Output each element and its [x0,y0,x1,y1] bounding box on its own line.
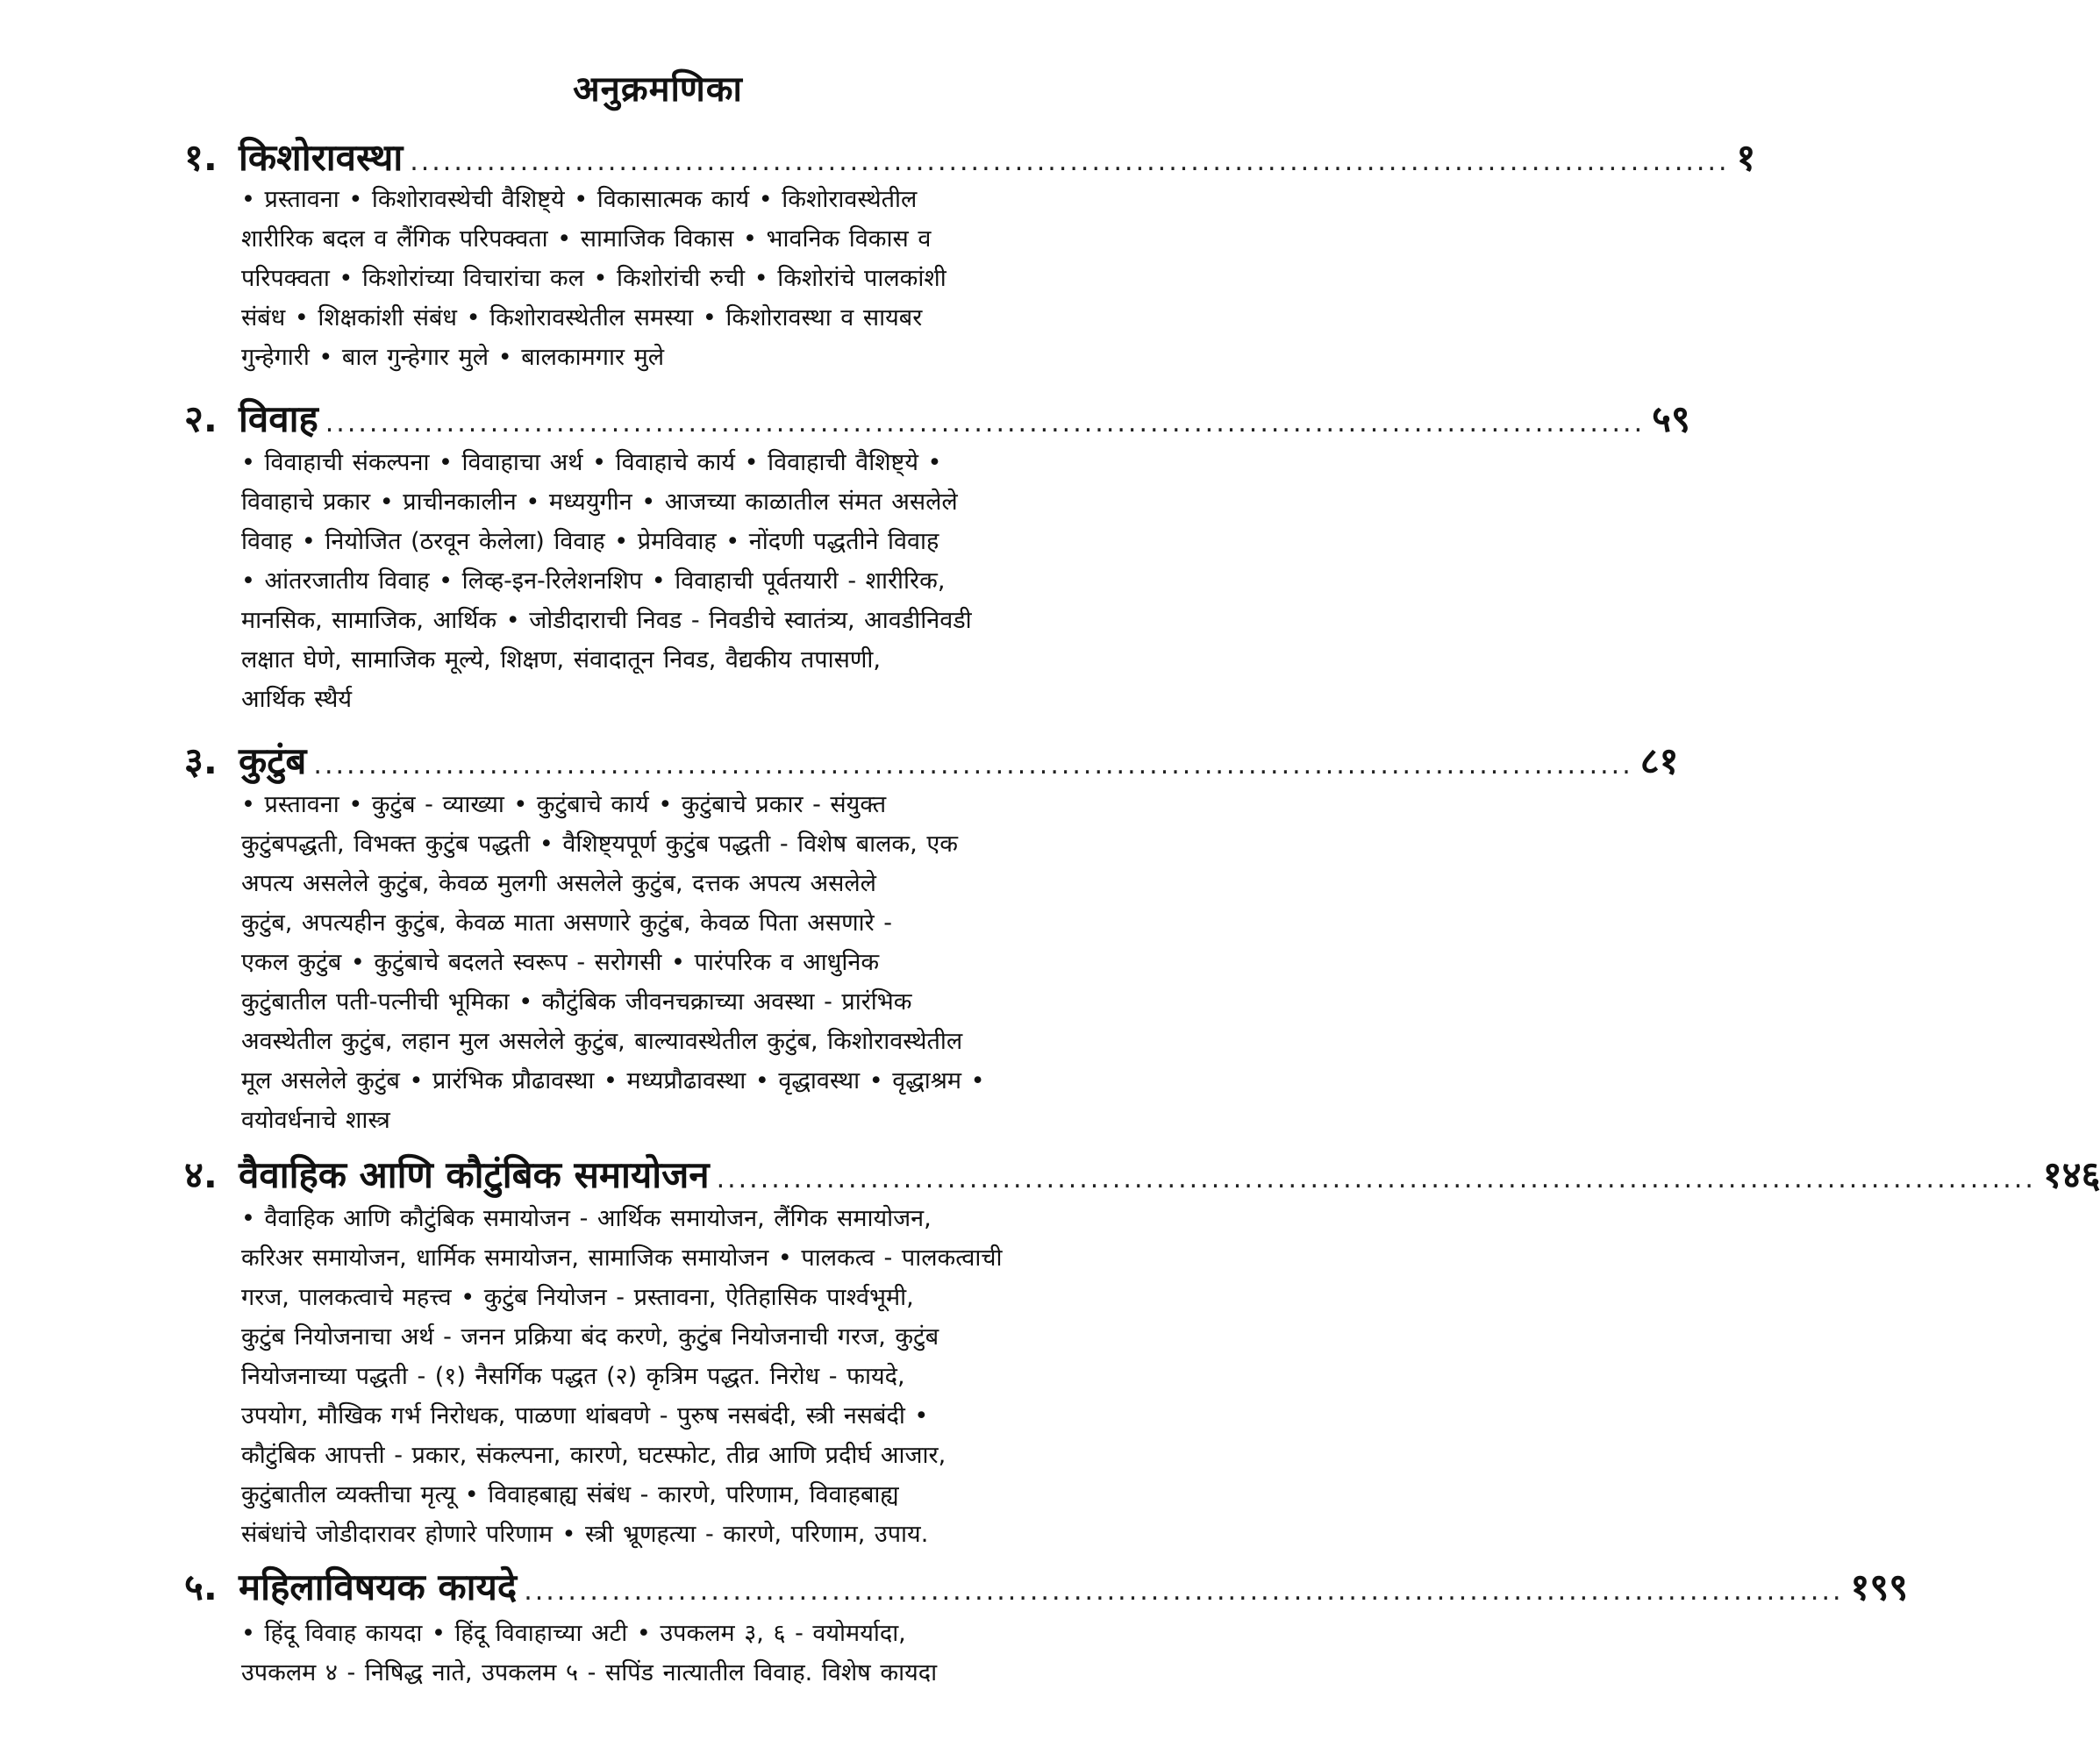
chapter-number: ५. [184,1565,218,1608]
leader-dots: ........................................................................................................................ [716,1164,2036,1194]
leader-dots: ........................................................................................................................ [410,146,1730,177]
topic-line: • प्रस्तावना • कुटुंब - व्याख्या • कुटुंबाचे कार्य • कुटुंबाचे प्रकार - संयुक्त [241,791,887,818]
topic-line: विवाहाचे प्रकार • प्राचीनकालीन • मध्ययुगीन • आजच्या काळातील संमत असलेले [241,488,958,516]
chapter-number: २. [184,397,218,440]
chapter-number: ३. [184,739,218,782]
chapter-5-topics [241,1614,1114,1693]
topic-line: शारीरिक बदल व लैंगिक परिपक्वता • सामाजिक विकास • भावनिक विकास व [241,225,932,253]
chapter-5-heading [184,1561,1909,1611]
leader-dots: ........................................................................................................................ [524,1576,1844,1607]
topic-line: अपत्य असलेले कुटुंब, केवळ मुलगी असलेले कुटुंब, दत्तक अपत्य असलेले [241,870,876,897]
topic-line: संबंध • शिक्षकांशी संबंध • किशोरावस्थेतील समस्या • किशोरावस्था व सायबर [241,304,923,332]
chapter-2-heading [184,393,1690,443]
page-title: अनुक्रमणिका [573,69,743,110]
topic-line: गरज, पालकत्वाचे महत्त्व • कुटुंब नियोजन - प्रस्तावना, ऐतिहासिक पार्श्वभूमी, [241,1284,914,1311]
chapter-4-topics [241,1199,1114,1554]
topic-line: लक्षात घेणे, सामाजिक मूल्ये, शिक्षण, संवादातून निवड, वैद्यकीय तपासणी, [241,646,881,674]
topic-line: • प्रस्तावना • किशोरावस्थेची वैशिष्ट्ये • विकासात्मक कार्य • किशोरावस्थेतील [241,186,918,213]
topic-line: उपकलम ४ - निषिद्ध नाते, उपकलम ५ - सपिंड नात्यातील विवाह. विशेष कायदा [241,1659,938,1686]
chapter-title: महिलाविषयक कायदे [239,1565,518,1608]
topic-line: कौटुंबिक आपत्ती - प्रकार, संकल्पना, कारणे, घटस्फोट, तीव्र आणि प्रदीर्घ आजार, [241,1442,946,1469]
topic-line: कुटुंबपद्धती, विभक्त कुटुंब पद्धती • वैशिष्ट्यपूर्ण कुटुंब पद्धती - विशेष बालक, एक [241,831,958,858]
chapter-page-number: १ [1736,136,1756,179]
topic-line: एकल कुटुंब • कुटुंबाचे बदलते स्वरूप - सरोगसी • पारंपरिक व आधुनिक [241,949,880,976]
chapter-1-topics [241,180,1114,377]
topic-line: कुटुंबातील व्यक्तीचा मृत्यू • विवाहबाह्य संबंध - कारणे, परिणाम, विवाहबाह्य [241,1481,899,1508]
topic-line: • वैवाहिक आणि कौटुंबिक समायोजन - आर्थिक समायोजन, लैंगिक समायोजन, [241,1205,932,1232]
chapter-title: वैवाहिक आणि कौटुंबिक समायोजन [239,1153,710,1196]
topic-line: • विवाहाची संकल्पना • विवाहाचा अर्थ • विवाहाचे कार्य • विवाहाची वैशिष्ट्ये • [241,449,942,476]
chapter-title: विवाह [239,397,318,440]
chapter-number: १. [184,136,218,179]
leader-dots: ........................................................................................................................ [313,750,1633,781]
topic-line: नियोजनाच्या पद्धती - (१) नैसर्गिक पद्धत (२) कृत्रिम पद्धत. निरोध - फायदे, [241,1363,905,1390]
topic-line: मूल असलेले कुटुंब • प्रारंभिक प्रौढावस्था • मध्यप्रौढावस्था • वृद्धावस्था • वृद्धाश्रम • [241,1067,985,1094]
chapter-number: ४. [184,1153,218,1196]
topic-line: कुटुंब नियोजनाचा अर्थ - जनन प्रक्रिया बंद करणे, कुटुंब नियोजनाची गरज, कुटुंब [241,1323,939,1351]
topic-line: आर्थिक स्थैर्य [241,686,353,713]
topic-line: कुटुंबातील पती-पत्नीची भूमिका • कौटुंबिक जीवनचक्राच्या अवस्था - प्रारंभिक [241,988,912,1016]
chapter-page-number: १९९ [1850,1565,1909,1608]
chapter-4-heading [184,1149,2100,1199]
topic-line: संबंधांचे जोडीदारावर होणारे परिणाम • स्त्री भ्रूणहत्या - कारणे, परिणाम, उपाय. [241,1521,929,1548]
chapter-3-heading [184,735,1679,785]
chapter-title: कुटुंब [239,739,307,782]
topic-line: वयोवर्धनाचे शास्त्र [241,1107,390,1134]
chapter-title: किशोरावस्था [239,136,404,179]
chapter-2-topics [241,443,1114,719]
chapter-page-number: १४६ [2042,1153,2100,1196]
topic-line: • आंतरजातीय विवाह • लिव्ह-इन-रिलेशनशिप • विवाहाची पूर्वतयारी - शारीरिक, [241,567,946,595]
topic-line: विवाह • नियोजित (ठरवून केलेला) विवाह • प्रेमविवाह • नोंदणी पद्धतीने विवाह [241,528,939,555]
topic-line: • हिंदू विवाह कायदा • हिंदू विवाहाच्या अटी • उपकलम ३, ६ - वयोमर्यादा, [241,1620,906,1647]
topic-line: अवस्थेतील कुटुंब, लहान मुल असलेले कुटुंब, बाल्यावस्थेतील कुटुंब, किशोरावस्थेतील [241,1028,963,1055]
topic-line: गुन्हेगारी • बाल गुन्हेगार मुले • बालकामगार मुले [241,344,665,371]
chapter-3-topics [241,785,1114,1140]
topic-line: करिअर समायोजन, धार्मिक समायोजन, सामाजिक समायोजन • पालकत्व - पालकत्वाची [241,1244,1003,1272]
chapter-page-number: ५९ [1652,397,1690,440]
chapter-1-heading [184,132,1756,182]
leader-dots: ........................................................................................................................ [325,408,1646,438]
topic-line: उपयोग, मौखिक गर्भ निरोधक, पाळणा थांबवणे - पुरुष नसबंदी, स्त्री नसबंदी • [241,1402,929,1430]
chapter-page-number: ८१ [1639,739,1679,782]
topic-line: मानसिक, सामाजिक, आर्थिक • जोडीदाराची निवड - निवडीचे स्वातंत्र्य, आवडीनिवडी [241,607,972,634]
topic-line: कुटुंब, अपत्यहीन कुटुंब, केवळ माता असणारे कुटुंब, केवळ पिता असणारे - [241,909,893,937]
topic-line: परिपक्वता • किशोरांच्या विचारांचा कल • किशोरांची रुची • किशोरांचे पालकांशी [241,265,946,292]
